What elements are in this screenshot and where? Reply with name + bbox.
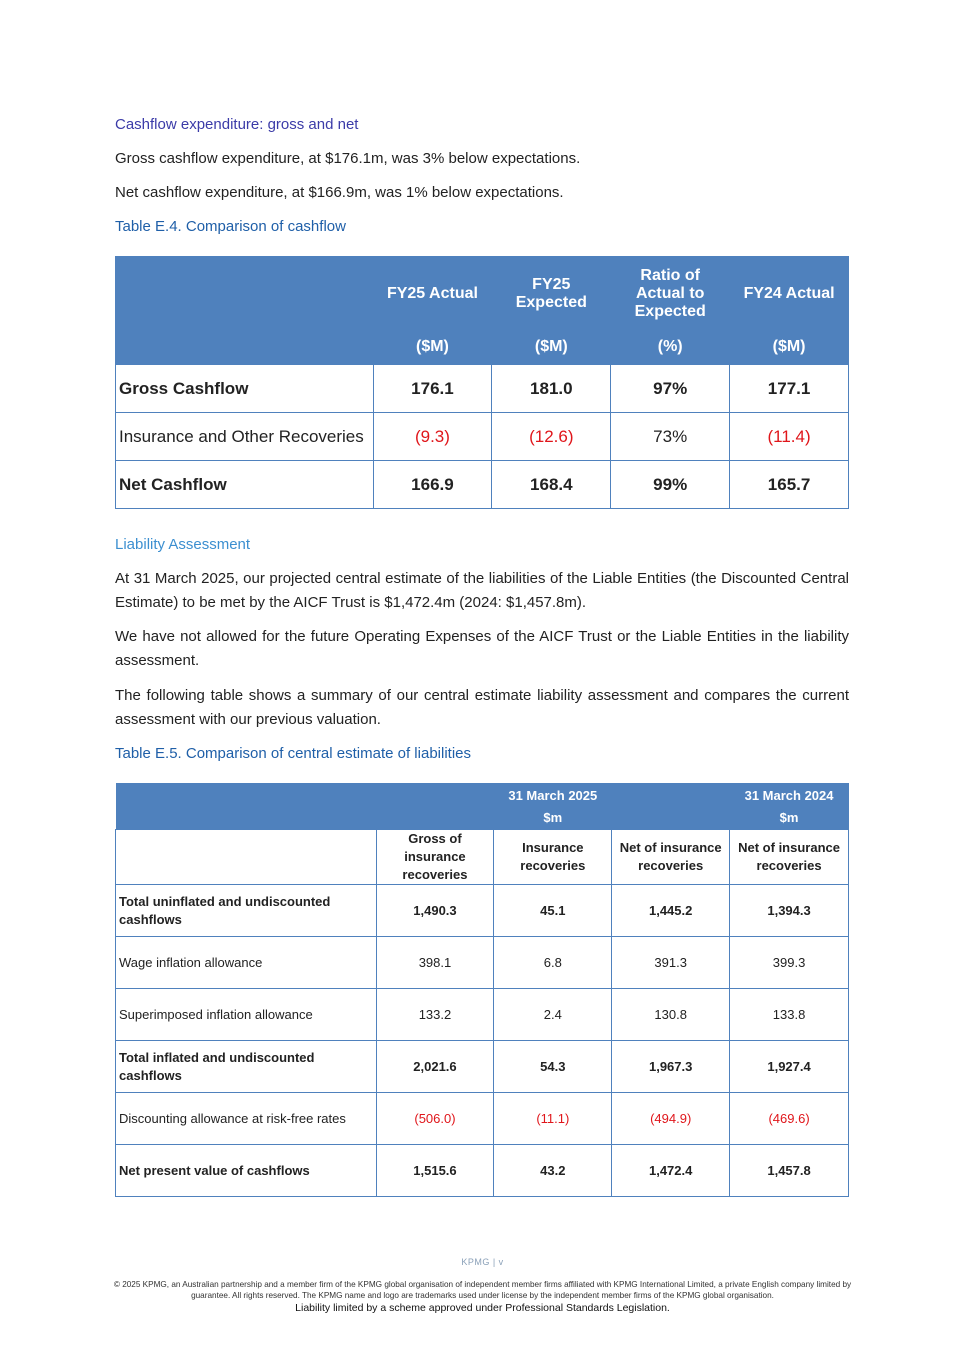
table4-corner xyxy=(116,331,374,365)
table4-header: FY25 Expected xyxy=(492,257,611,331)
table5-subheader: Net of insurance recoveries xyxy=(612,830,730,885)
cell-value: 1,457.8 xyxy=(730,1145,849,1197)
cell-value: 1,490.3 xyxy=(376,885,494,937)
table5-group-2024 xyxy=(730,783,849,830)
row-label: Insurance and Other Recoveries xyxy=(116,413,374,461)
cell-value: 391.3 xyxy=(612,937,730,989)
table4-header: FY25 Actual xyxy=(373,257,492,331)
table-row xyxy=(116,1093,849,1145)
row-label: Wage inflation allowance xyxy=(116,937,377,989)
table4-unit: ($M) xyxy=(373,331,492,365)
table4-unit: ($M) xyxy=(730,331,849,365)
liability-paragraph-2: We have not allowed for the future Operating Expenses of the AICF Trust or the Liable Entities in the liability assessment. xyxy=(115,628,849,669)
cashflow-comparison-table xyxy=(115,256,849,509)
cell-value: 398.1 xyxy=(376,937,494,989)
group-2025-date: 31 March 2025 xyxy=(508,788,598,803)
table-row xyxy=(116,989,849,1041)
table4-corner xyxy=(116,257,374,331)
cell-value: 1,445.2 xyxy=(612,885,730,937)
liability-paragraph-3: The following table shows a summary of our central estimate liability assessment and compares the current assessment with our previous valuation. xyxy=(115,687,849,728)
cell-value: 1,967.3 xyxy=(612,1041,730,1093)
table5-subheader: Net of insurance recoveries xyxy=(730,830,849,885)
cell-value: 73% xyxy=(611,413,730,461)
cell-value: (11.4) xyxy=(730,413,849,461)
table-row xyxy=(116,461,849,509)
legal-notice: © 2025 KPMG, an Australian partnership and a member firm of the KPMG global organisation of independent member firms affiliated with KPMG International Limited, a private English company limited by guarantee. All rights reserved. The KPMG name and logo are trademarks used under license by the independent member firms of the KPMG global organisation. xyxy=(113,1280,852,1300)
net-cashflow-paragraph: Net cashflow expenditure, at $166.9m, was 1% below expectations. xyxy=(115,184,564,201)
table5-caption: Table E.5. Comparison of central estimate of liabilities xyxy=(115,745,472,762)
cell-value: 54.3 xyxy=(494,1041,612,1093)
cell-value: 133.2 xyxy=(376,989,494,1041)
cell-value: 133.8 xyxy=(730,989,849,1041)
cell-value: 130.8 xyxy=(612,989,730,1041)
table4-unit: (%) xyxy=(611,331,730,365)
table4-header: FY24 Actual xyxy=(730,257,849,331)
table-row xyxy=(116,885,849,937)
liability-heading: Liability Assessment xyxy=(115,536,251,553)
row-label: Gross Cashflow xyxy=(116,365,374,413)
table5-subheader: Gross of insurance recoveries xyxy=(376,830,494,885)
table-row xyxy=(116,1145,849,1197)
gross-cashflow-paragraph: Gross cashflow expenditure, at $176.1m, was 3% below expectations. xyxy=(115,150,581,167)
liabilities-comparison-table xyxy=(115,783,849,1197)
row-label: Net present value of cashflows xyxy=(116,1145,377,1197)
row-label: Total inflated and undiscounted cashflows xyxy=(116,1041,377,1093)
group-2024-unit: $m xyxy=(779,810,799,825)
group-2024-date: 31 March 2024 xyxy=(744,788,834,803)
row-label: Net Cashflow xyxy=(116,461,374,509)
cell-value: 166.9 xyxy=(373,461,492,509)
cell-value: 2.4 xyxy=(494,989,612,1041)
cell-value: 165.7 xyxy=(730,461,849,509)
cell-value: 97% xyxy=(611,365,730,413)
table-row xyxy=(116,413,849,461)
cell-value: 43.2 xyxy=(494,1145,612,1197)
table4-caption: Table E.4. Comparison of cashflow xyxy=(115,218,346,235)
cell-value: (506.0) xyxy=(376,1093,494,1145)
cashflow-heading: Cashflow expenditure: gross and net xyxy=(115,116,359,133)
cell-value: 1,472.4 xyxy=(612,1145,730,1197)
cell-value: 168.4 xyxy=(492,461,611,509)
row-label: Total uninflated and undiscounted cashflows xyxy=(116,885,377,937)
cell-value: 45.1 xyxy=(494,885,612,937)
cell-value: 1,394.3 xyxy=(730,885,849,937)
row-label: Superimposed inflation allowance xyxy=(116,989,377,1041)
table5-group-2025 xyxy=(376,783,730,830)
cell-value: 99% xyxy=(611,461,730,509)
cell-value: (494.9) xyxy=(612,1093,730,1145)
cell-value: (11.1) xyxy=(494,1093,612,1145)
cell-value: 2,021.6 xyxy=(376,1041,494,1093)
table4-unit: ($M) xyxy=(492,331,611,365)
cell-value: 176.1 xyxy=(373,365,492,413)
liability-paragraph-1: At 31 March 2025, our projected central estimate of the liabilities of the Liable Entities (the Discounted Central Estimate) to be met by the AICF Trust is $1,472.4m (2024: $1,457.8m). xyxy=(115,570,849,611)
cell-value: 177.1 xyxy=(730,365,849,413)
cell-value: 1,515.6 xyxy=(376,1145,494,1197)
table-row xyxy=(116,1041,849,1093)
cell-value: 399.3 xyxy=(730,937,849,989)
cell-value: (9.3) xyxy=(373,413,492,461)
group-2025-unit: $m xyxy=(543,810,563,825)
cell-value: 6.8 xyxy=(494,937,612,989)
table5-corner xyxy=(116,783,377,830)
cell-value: (469.6) xyxy=(730,1093,849,1145)
table5-corner xyxy=(116,830,377,885)
table-row xyxy=(116,365,849,413)
cell-value: 181.0 xyxy=(492,365,611,413)
liability-notice: Liability limited by a scheme approved under Professional Standards Legislation. xyxy=(295,1302,670,1314)
row-label: Discounting allowance at risk-free rates xyxy=(116,1093,377,1145)
table5-subheader: Insurance recoveries xyxy=(494,830,612,885)
cell-value: (12.6) xyxy=(492,413,611,461)
cell-value: 1,927.4 xyxy=(730,1041,849,1093)
page-footer-label: KPMG | v xyxy=(461,1257,504,1267)
table-row xyxy=(116,937,849,989)
table4-header: Ratio of Actual to Expected xyxy=(611,257,730,331)
